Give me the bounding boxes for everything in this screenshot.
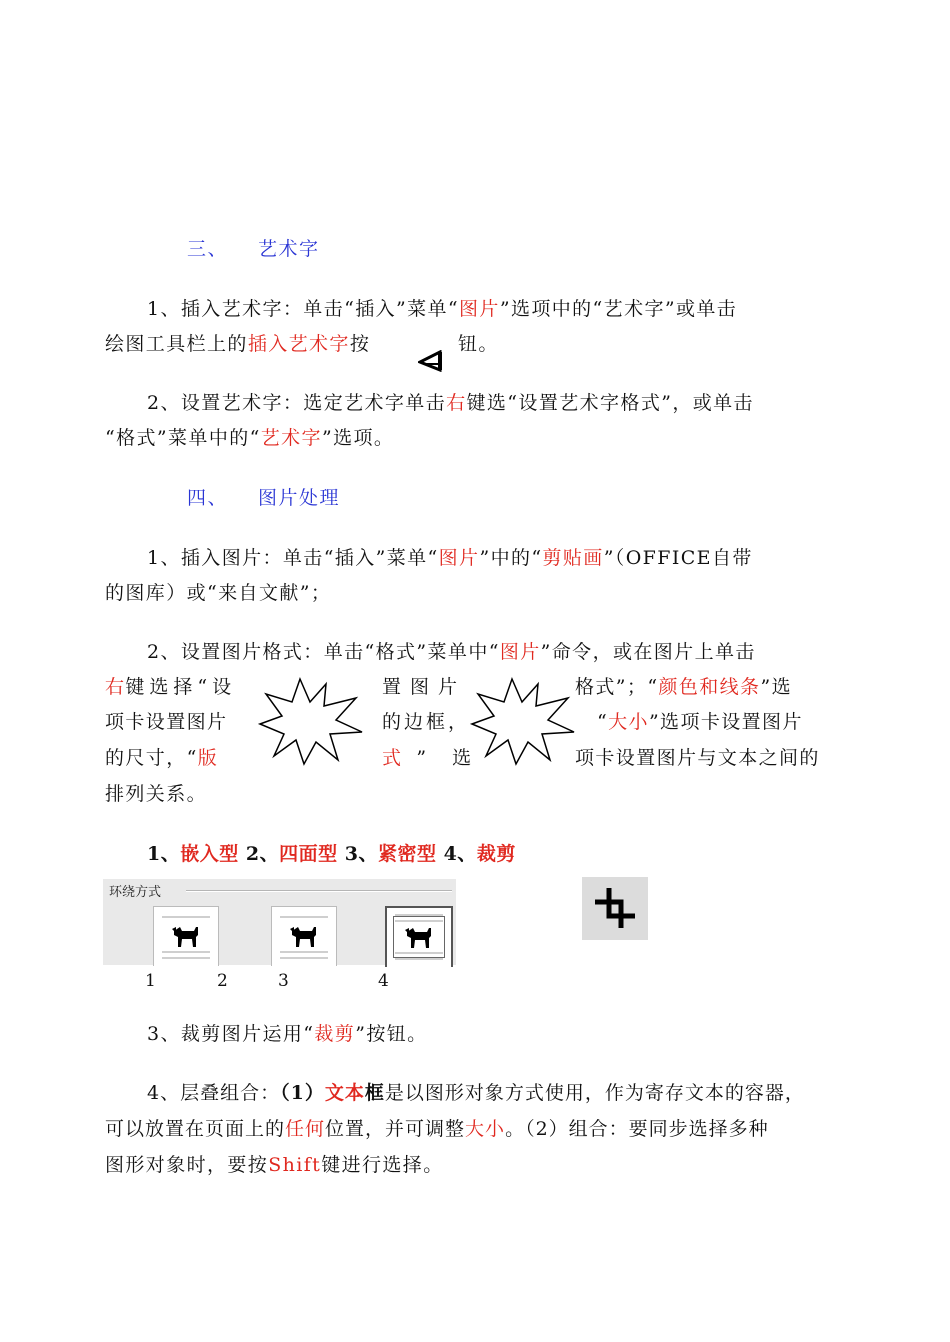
s4-para2-line3-mid: 的边框， (382, 711, 471, 733)
s4-para2-line1: 2、设置图片格式：单击“格式”菜单中“图片”命令，或在图片上单击 (147, 641, 756, 663)
wrap-inline-option[interactable] (153, 906, 219, 966)
s4-para2-line5: 排列关系。 (105, 783, 208, 805)
s4-para2-line4-left: 的尺寸，“版 (105, 747, 219, 769)
s4-para3: 3、裁剪图片运用“裁剪”按钮。 (147, 1023, 428, 1045)
insert-wordart-icon (418, 350, 446, 372)
starburst-shape-1 (258, 676, 364, 766)
section-4-number: 四、 (187, 487, 229, 509)
wrap-number-4: 4 (378, 971, 389, 991)
s3-para1-line2-end: 钮。 (458, 333, 499, 355)
wrap-number-2: 2 (217, 971, 228, 991)
wrap-style-label: 环绕方式 (109, 885, 162, 900)
section-3-title: 艺术字 (258, 238, 320, 260)
s4-para2-line2-right: 格式”；“颜色和线条”选 (575, 676, 792, 698)
s4-para2-line4-mid: 式 ”选 (382, 747, 498, 769)
section-3-number: 三、 (187, 238, 229, 260)
s4-para1-line2: 的图库）或“来自文献”； (105, 582, 332, 604)
s4-para4-line2: 可以放置在页面上的任何位置，并可调整大小。（2）组合：要同步选择多种 (105, 1118, 769, 1140)
dog-icon (170, 921, 202, 949)
s3-para1-line1: 1、插入艺术字：单击“插入”菜单“图片”选项中的“艺术字”或单击 (147, 298, 738, 320)
s4-para2-line3-left: 项卡设置图片 (105, 711, 228, 733)
dog-icon (288, 921, 320, 949)
s3-para2-line2: “格式”菜单中的“艺术字”选项。 (105, 427, 395, 449)
s3-para1-line2: 绘图工具栏上的插入艺术字按 (105, 333, 371, 355)
wrap-tight-option[interactable] (385, 906, 453, 967)
wrap-number-3: 3 (278, 971, 289, 991)
dog-icon (403, 922, 435, 950)
s4-para4-line3: 图形对象时，要按Shift键进行选择。 (105, 1154, 444, 1176)
s4-para2-line4-right: 项卡设置图片与文本之间的 (575, 747, 820, 769)
wrap-number-1: 1 (145, 971, 156, 991)
s4-para1-line1: 1、插入图片：单击“插入”菜单“图片”中的“剪贴画”（OFFICE自带 (147, 547, 753, 569)
crop-button[interactable] (582, 877, 648, 940)
section-4-title: 图片处理 (258, 487, 341, 509)
wrap-style-panel (103, 879, 456, 965)
crop-icon (593, 886, 637, 930)
starburst-shape-2 (470, 676, 576, 766)
s4-para2-line2-left: 右键选择“设 (105, 676, 237, 698)
wrap-square-option[interactable] (271, 906, 337, 966)
s4-para4-line1: 4、层叠组合：（1）文本框是以图形对象方式使用，作为寄存文本的容器， (147, 1082, 805, 1104)
s4-para2-line2-mid: 置图片 (382, 676, 467, 698)
s3-para2-line1: 2、设置艺术字：选定艺术字单击右键选“设置艺术字格式”，或单击 (147, 392, 754, 414)
wrap-style-divider (186, 890, 452, 892)
wrap-types-line: 1、嵌入型 2、四面型 3、紧密型 4、裁剪 (147, 843, 516, 865)
s4-para2-line3-right: “大小”选项卡设置图片 (597, 711, 803, 733)
